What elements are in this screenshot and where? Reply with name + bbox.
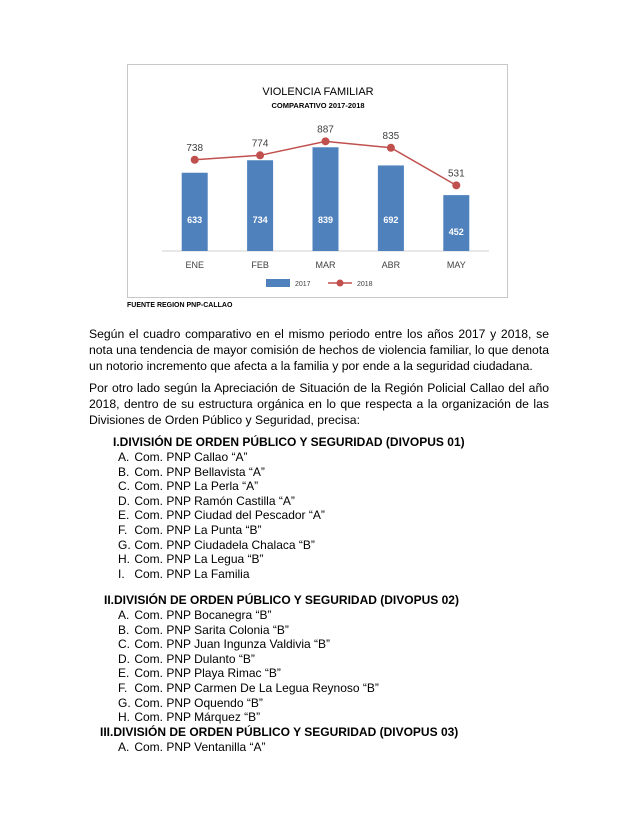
category-label: ABR: [381, 260, 401, 270]
section-title: II.DIVISIÓN DE ORDEN PÚBLICO Y SEGURIDAD (DIVOPUS 02): [104, 593, 459, 607]
category-label: MAY: [446, 260, 466, 270]
list-item: [118, 508, 465, 523]
item-text: Com. PNP Ciudadela Chalaca “B”: [134, 537, 315, 552]
chart-title: VIOLENCIA FAMILIAR: [262, 86, 374, 98]
bar-label-2017: 734: [252, 215, 268, 225]
paragraph-structure: Por otro lado según la Apreciación de Situación de la Región Policial Callao del año 2018, dentro de su estructura orgánica en lo que respecta a la organización de las Divisiones de Orden Público y Seguridad, precisa:: [89, 381, 549, 427]
item-text: Com. PNP Juan Ingunza Valdivia “B”: [134, 637, 330, 652]
point-label-2018: 835: [382, 130, 400, 142]
list-item: [118, 681, 459, 696]
list-item: [118, 465, 465, 480]
section-title: III.DIVISIÓN DE ORDEN PÚBLICO Y SEGURIDAD (DIVOPUS 03): [100, 725, 459, 739]
item-text: Com. PNP Márquez “B”: [134, 710, 261, 725]
item-text: Com. PNP Callao “A”: [134, 450, 248, 464]
item-letter: C.: [118, 479, 130, 494]
item-text: Com. PNP Oquendo “B”: [134, 695, 263, 710]
item-letter: G.: [118, 537, 131, 552]
point-2018: [387, 144, 395, 152]
bar-2017: [378, 165, 404, 251]
item-text: Com. PNP La Punta “B”: [134, 522, 262, 537]
item-letter: C.: [118, 637, 130, 652]
list-item: [118, 552, 465, 567]
point-2018: [452, 181, 460, 189]
item-letter: A.: [118, 608, 130, 622]
list-item: [118, 538, 465, 553]
chart-source: FUENTE REGION PNP-CALLAO: [127, 302, 233, 309]
item-letter: H.: [118, 710, 130, 725]
item-text: Com. PNP Sarita Colonia “B”: [134, 622, 289, 637]
bar-2017: [247, 160, 273, 251]
comisarias-list: [118, 608, 459, 725]
list-item: [118, 637, 459, 652]
item-text: Com. PNP Ventanilla “A”: [134, 740, 266, 754]
section-divopus-01: [113, 434, 465, 581]
category-label: FEB: [251, 260, 269, 270]
list-item: [118, 710, 459, 725]
bar-label-2017: 692: [383, 215, 399, 225]
bar-label-2017: 633: [187, 215, 203, 225]
bar-2017: [443, 195, 469, 251]
bar-label-2017: 452: [448, 227, 464, 237]
item-letter: G.: [118, 695, 131, 710]
section-divopus-02: [104, 592, 459, 725]
legend-label-2018: 2018: [357, 281, 373, 288]
legend-label-2017: 2017: [295, 281, 311, 288]
comisarias-list: [118, 450, 465, 581]
item-letter: H.: [118, 552, 130, 567]
item-letter: D.: [118, 493, 130, 508]
bar-2017: [313, 147, 339, 251]
item-text: Com. PNP Ramón Castilla “A”: [134, 493, 295, 508]
category-label: ENE: [185, 260, 204, 270]
item-letter: B.: [118, 622, 130, 637]
point-2018: [191, 156, 199, 164]
section-divopus-03: [100, 724, 458, 755]
item-letter: E.: [118, 666, 130, 681]
list-item: [118, 666, 459, 681]
item-text: Com. PNP La Legua “B”: [134, 552, 264, 567]
item-text: Com. PNP Bellavista “A”: [134, 464, 265, 479]
list-item: [118, 696, 459, 711]
item-letter: F.: [118, 522, 128, 537]
violencia-familiar-chart: [128, 65, 509, 299]
chart-subtitle: COMPARATIVO 2017-2018: [271, 101, 365, 110]
item-text: Com. PNP La Perla “A”: [134, 479, 259, 494]
bar-2017: [182, 173, 208, 251]
list-item: [118, 567, 465, 582]
point-label-2018: 887: [317, 124, 334, 136]
legend-swatch-2017: [266, 279, 290, 287]
item-letter: D.: [118, 651, 130, 666]
category-label: MAR: [315, 260, 336, 270]
section-title: I.DIVISIÓN DE ORDEN PÚBLICO Y SEGURIDAD (DIVOPUS 01): [113, 435, 465, 449]
item-letter: A.: [118, 740, 130, 754]
list-item: [118, 523, 465, 538]
item-text: Com. PNP Carmen De La Legua Reynoso “B”: [134, 680, 379, 695]
bar-label-2017: 839: [317, 215, 334, 225]
point-2018: [256, 151, 264, 159]
list-item: [118, 494, 465, 509]
legend-marker-2018: [337, 280, 344, 287]
point-label-2018: 738: [186, 142, 204, 154]
list-item: [118, 652, 459, 667]
list-item: [118, 623, 459, 638]
point-label-2018: 774: [251, 138, 269, 150]
item-text: Com. PNP La Familia: [134, 566, 250, 581]
item-text: Com. PNP Ciudad del Pescador “A”: [134, 508, 325, 523]
item-letter: B.: [118, 464, 130, 479]
list-item: [118, 740, 458, 755]
chart-container: [127, 64, 508, 298]
item-letter: F.: [118, 680, 128, 695]
comisarias-list: [118, 740, 458, 755]
point-label-2018: 531: [447, 168, 465, 180]
item-letter: I.: [118, 566, 125, 581]
list-item: [118, 450, 465, 465]
paragraph-comparison: Según el cuadro comparativo en el mismo periodo entre los años 2017 y 2018, se nota una tendencia de mayor comisión de hechos de violencia familiar, lo que denota un notorio incremento que afecta a la familia y por ende a la seguridad ciudadana.: [89, 327, 549, 373]
item-text: Com. PNP Playa Rimac “B”: [134, 666, 281, 681]
item-text: Com. PNP Bocanegra “B”: [134, 608, 272, 622]
item-text: Com. PNP Dulanto “B”: [134, 651, 255, 666]
list-item: [118, 608, 459, 623]
point-2018: [322, 137, 330, 145]
item-letter: A.: [118, 450, 130, 464]
item-letter: E.: [118, 508, 130, 523]
list-item: [118, 479, 465, 494]
